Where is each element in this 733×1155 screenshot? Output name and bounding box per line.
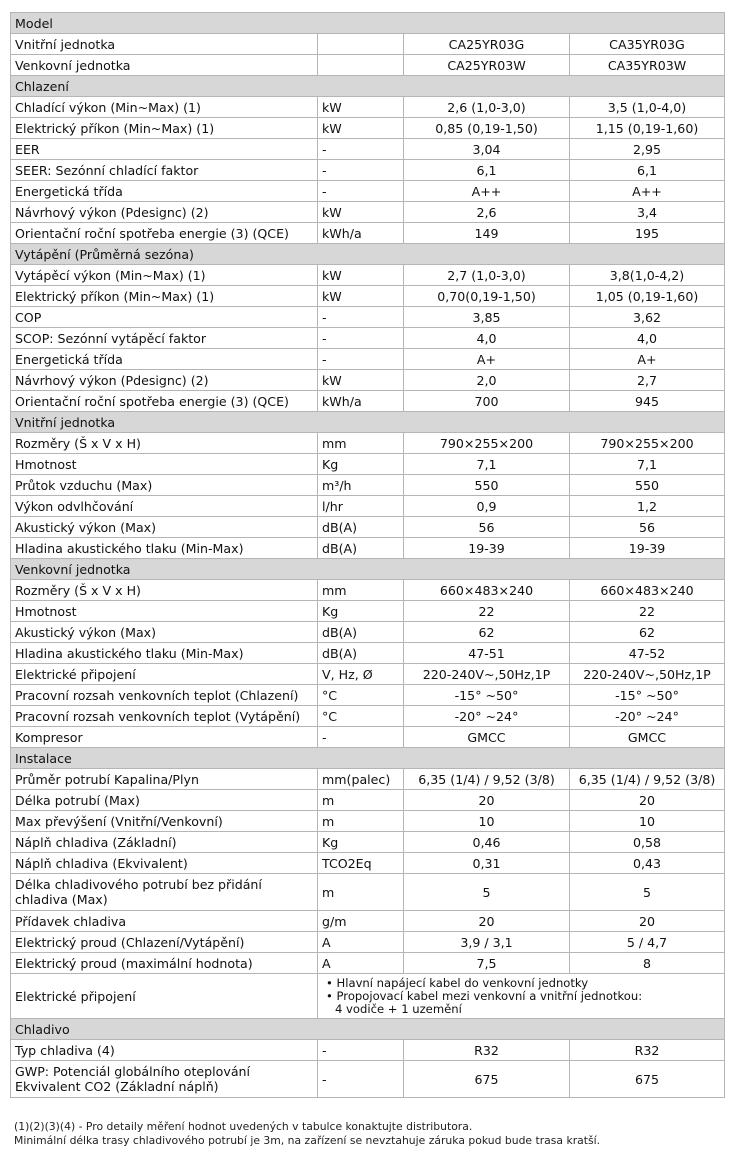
- value-model-1: 56: [404, 517, 570, 538]
- spec-label: Elektrický proud (Chlazení/Vytápění): [11, 932, 318, 953]
- spec-label: Energetická třída: [11, 349, 318, 370]
- spec-unit: g/m: [318, 911, 404, 932]
- value-model-1: 4,0: [404, 328, 570, 349]
- value-model-2: 47-52: [570, 643, 725, 664]
- spec-row: [11, 538, 725, 559]
- spec-label: Vnitřní jednotka: [11, 34, 318, 55]
- spec-unit: l/hr: [318, 496, 404, 517]
- spec-sheet: [10, 12, 724, 1098]
- spec-label: Rozměry (Š x V x H): [11, 580, 318, 601]
- value-model-2: CA35YR03G: [570, 34, 725, 55]
- spec-unit: °C: [318, 706, 404, 727]
- spec-row: [11, 181, 725, 202]
- spec-unit: Kg: [318, 454, 404, 475]
- spec-label: Energetická třída: [11, 181, 318, 202]
- value-model-1: 3,04: [404, 139, 570, 160]
- spec-unit: -: [318, 328, 404, 349]
- spec-label: EER: [11, 139, 318, 160]
- spec-row: [11, 1040, 725, 1061]
- spec-unit: A: [318, 932, 404, 953]
- value-model-2: 790×255×200: [570, 433, 725, 454]
- spec-label: Hmotnost: [11, 601, 318, 622]
- value-model-1: CA25YR03W: [404, 55, 570, 76]
- spec-row: [11, 853, 725, 874]
- spec-row: [11, 202, 725, 223]
- value-model-1: A++: [404, 181, 570, 202]
- value-model-1: GMCC: [404, 727, 570, 748]
- value-model-1: 6,1: [404, 160, 570, 181]
- value-model-2: 1,2: [570, 496, 725, 517]
- value-model-2: -15° ~50°: [570, 685, 725, 706]
- spec-row: [11, 286, 725, 307]
- spec-label: Pracovní rozsah venkovních teplot (Vytápění): [11, 706, 318, 727]
- spec-label: Elektrický příkon (Min~Max) (1): [11, 286, 318, 307]
- section-title: Chlazení: [11, 76, 725, 97]
- spec-row: [11, 517, 725, 538]
- spec-label: Pracovní rozsah venkovních teplot (Chlazení): [11, 685, 318, 706]
- spec-unit: -: [318, 1061, 404, 1098]
- value-model-1: 0,46: [404, 832, 570, 853]
- spec-label: Průměr potrubí Kapalina/Plyn: [11, 769, 318, 790]
- value-model-2: 6,35 (1/4) / 9,52 (3/8): [570, 769, 725, 790]
- section-title: Vnitřní jednotka: [11, 412, 725, 433]
- value-model-2: 20: [570, 911, 725, 932]
- spec-label: Chladící výkon (Min~Max) (1): [11, 97, 318, 118]
- value-model-1: 47-51: [404, 643, 570, 664]
- section-header: [11, 412, 725, 433]
- spec-label: Hmotnost: [11, 454, 318, 475]
- spec-unit: mm(palec): [318, 769, 404, 790]
- value-model-1: 2,6 (1,0-3,0): [404, 97, 570, 118]
- spec-label: Hladina akustického tlaku (Min-Max): [11, 538, 318, 559]
- section-header: [11, 244, 725, 265]
- spec-row: [11, 118, 725, 139]
- spec-label: SEER: Sezónní chladící faktor: [11, 160, 318, 181]
- spec-row: [11, 160, 725, 181]
- spec-row: [11, 1061, 725, 1098]
- spec-row: [11, 706, 725, 727]
- spec-unit: kW: [318, 286, 404, 307]
- spec-unit: m: [318, 811, 404, 832]
- section-header: [11, 559, 725, 580]
- spec-row: [11, 454, 725, 475]
- spec-label: Akustický výkon (Max): [11, 622, 318, 643]
- value-model-2: A+: [570, 349, 725, 370]
- spec-row: [11, 911, 725, 932]
- spec-row: [11, 932, 725, 953]
- spec-label: Orientační roční spotřeba energie (3) (QCE): [11, 223, 318, 244]
- spec-unit: -: [318, 307, 404, 328]
- value-model-2: 22: [570, 601, 725, 622]
- section-header: [11, 13, 725, 34]
- spec-row: [11, 307, 725, 328]
- spec-unit: kWh/a: [318, 223, 404, 244]
- spec-label: COP: [11, 307, 318, 328]
- value-model-1: 2,6: [404, 202, 570, 223]
- note-line-1: • Hlavní napájecí kabel do venkovní jednotky: [326, 975, 589, 990]
- value-model-2: 3,5 (1,0-4,0): [570, 97, 725, 118]
- value-model-1: 660×483×240: [404, 580, 570, 601]
- value-model-1: 62: [404, 622, 570, 643]
- value-model-2: 3,4: [570, 202, 725, 223]
- section-title: Venkovní jednotka: [11, 559, 725, 580]
- spec-label: Venkovní jednotka: [11, 55, 318, 76]
- spec-row: [11, 601, 725, 622]
- spec-unit: m: [318, 790, 404, 811]
- spec-row: [11, 769, 725, 790]
- spec-row: [11, 685, 725, 706]
- spec-row: [11, 475, 725, 496]
- spec-label: Elektrické připojení: [11, 664, 318, 685]
- value-model-1: 149: [404, 223, 570, 244]
- value-model-2: 4,0: [570, 328, 725, 349]
- spec-unit: TCO2Eq: [318, 853, 404, 874]
- spec-unit: -: [318, 349, 404, 370]
- value-model-2: 220-240V~,50Hz,1P: [570, 664, 725, 685]
- spec-label: Průtok vzduchu (Max): [11, 475, 318, 496]
- value-model-1: 0,70(0,19-1,50): [404, 286, 570, 307]
- spec-unit: V, Hz, Ø: [318, 664, 404, 685]
- spec-unit: dB(A): [318, 538, 404, 559]
- spec-label: Akustický výkon (Max): [11, 517, 318, 538]
- spec-table: [10, 12, 725, 1098]
- value-model-1: 790×255×200: [404, 433, 570, 454]
- value-model-1: 7,5: [404, 953, 570, 974]
- spec-label: Rozměry (Š x V x H): [11, 433, 318, 454]
- value-model-1: -20° ~24°: [404, 706, 570, 727]
- spec-row: [11, 328, 725, 349]
- spec-row: [11, 790, 725, 811]
- value-model-2: A++: [570, 181, 725, 202]
- value-model-2: R32: [570, 1040, 725, 1061]
- spec-label: Přídavek chladiva: [11, 911, 318, 932]
- value-model-1: 3,9 / 3,1: [404, 932, 570, 953]
- spec-label: Náplň chladiva (Ekvivalent): [11, 853, 318, 874]
- value-model-2: 56: [570, 517, 725, 538]
- value-model-2: 8: [570, 953, 725, 974]
- spec-unit: kW: [318, 202, 404, 223]
- value-model-1: 19-39: [404, 538, 570, 559]
- spec-row: [11, 727, 725, 748]
- spec-row-electric-connection: [11, 974, 725, 1019]
- spec-unit: m: [318, 874, 404, 911]
- spec-row: [11, 223, 725, 244]
- value-model-1: 20: [404, 790, 570, 811]
- footnotes: [14, 1120, 726, 1148]
- value-model-1: 0,9: [404, 496, 570, 517]
- spec-label: Výkon odvlhčování: [11, 496, 318, 517]
- spec-label: Návrhový výkon (Pdesignc) (2): [11, 370, 318, 391]
- value-model-2: -20° ~24°: [570, 706, 725, 727]
- value-model-1: CA25YR03G: [404, 34, 570, 55]
- spec-label: Elektrické připojení: [11, 974, 318, 1019]
- spec-label: Náplň chladiva (Základní): [11, 832, 318, 853]
- spec-row: [11, 139, 725, 160]
- value-model-1: -15° ~50°: [404, 685, 570, 706]
- value-model-1: 220-240V~,50Hz,1P: [404, 664, 570, 685]
- spec-unit: -: [318, 139, 404, 160]
- spec-row: [11, 496, 725, 517]
- value-model-1: 0,85 (0,19-1,50): [404, 118, 570, 139]
- spec-label: Hladina akustického tlaku (Min-Max): [11, 643, 318, 664]
- spec-row: [11, 349, 725, 370]
- spec-label: GWP: Potenciál globálního oteplování Ekvivalent CO2 (Základní náplň): [11, 1061, 318, 1098]
- spec-unit: -: [318, 727, 404, 748]
- value-model-2: 19-39: [570, 538, 725, 559]
- spec-row: [11, 811, 725, 832]
- spec-label: Kompresor: [11, 727, 318, 748]
- value-model-1: 0,31: [404, 853, 570, 874]
- section-header: [11, 748, 725, 769]
- spec-label: Návrhový výkon (Pdesignc) (2): [11, 202, 318, 223]
- value-model-1: 5: [404, 874, 570, 911]
- value-model-2: 62: [570, 622, 725, 643]
- value-model-2: CA35YR03W: [570, 55, 725, 76]
- value-model-2: 5 / 4,7: [570, 932, 725, 953]
- section-title: Vytápění (Průměrná sezóna): [11, 244, 725, 265]
- spec-row: [11, 643, 725, 664]
- value-model-1: 700: [404, 391, 570, 412]
- value-model-2: 3,62: [570, 307, 725, 328]
- value-model-2: 1,15 (0,19-1,60): [570, 118, 725, 139]
- value-model-1: 3,85: [404, 307, 570, 328]
- value-model-2: 0,58: [570, 832, 725, 853]
- spec-unit: [318, 34, 404, 55]
- value-model-2: 7,1: [570, 454, 725, 475]
- section-header: [11, 76, 725, 97]
- value-model-1: A+: [404, 349, 570, 370]
- spec-unit: -: [318, 1040, 404, 1061]
- value-model-2: 6,1: [570, 160, 725, 181]
- value-model-2: 2,95: [570, 139, 725, 160]
- spec-label: SCOP: Sezónní vytápěcí faktor: [11, 328, 318, 349]
- value-model-1: 10: [404, 811, 570, 832]
- spec-label: Elektrický příkon (Min~Max) (1): [11, 118, 318, 139]
- spec-unit: °C: [318, 685, 404, 706]
- spec-row: [11, 832, 725, 853]
- spec-row: [11, 874, 725, 911]
- value-model-1: 2,0: [404, 370, 570, 391]
- value-model-2: 20: [570, 790, 725, 811]
- spec-unit: kW: [318, 370, 404, 391]
- spec-row: [11, 391, 725, 412]
- value-model-2: 550: [570, 475, 725, 496]
- spec-unit: mm: [318, 433, 404, 454]
- value-model-2: 5: [570, 874, 725, 911]
- value-model-1: 20: [404, 911, 570, 932]
- section-title: Chladivo: [11, 1019, 725, 1040]
- spec-row: [11, 433, 725, 454]
- spec-row: [11, 34, 725, 55]
- spec-unit: Kg: [318, 832, 404, 853]
- spec-row: [11, 97, 725, 118]
- value-model-1: 6,35 (1/4) / 9,52 (3/8): [404, 769, 570, 790]
- value-model-2: 945: [570, 391, 725, 412]
- value-model-2: 660×483×240: [570, 580, 725, 601]
- electric-connection-notes: [318, 974, 725, 1019]
- spec-unit: dB(A): [318, 622, 404, 643]
- value-model-2: 2,7: [570, 370, 725, 391]
- spec-row: [11, 664, 725, 685]
- spec-unit: [318, 55, 404, 76]
- value-model-2: 675: [570, 1061, 725, 1098]
- section-title: Model: [11, 13, 725, 34]
- value-model-2: 0,43: [570, 853, 725, 874]
- section-title: Instalace: [11, 748, 725, 769]
- spec-unit: kW: [318, 97, 404, 118]
- note-line-2: • Propojovací kabel mezi venkovní a vnitřní jednotkou:: [326, 988, 643, 1003]
- spec-unit: kW: [318, 265, 404, 286]
- spec-unit: kW: [318, 118, 404, 139]
- spec-label: Délka chladivového potrubí bez přidání chladiva (Max): [11, 874, 318, 911]
- value-model-2: 195: [570, 223, 725, 244]
- spec-unit: A: [318, 953, 404, 974]
- value-model-1: 2,7 (1,0-3,0): [404, 265, 570, 286]
- spec-row: [11, 265, 725, 286]
- section-header: [11, 1019, 725, 1040]
- footnote-1: (1)(2)(3)(4) - Pro detaily měření hodnot uvedených v tabulce konaktujte distributora.: [14, 1120, 473, 1133]
- value-model-2: 1,05 (0,19-1,60): [570, 286, 725, 307]
- spec-unit: Kg: [318, 601, 404, 622]
- spec-unit: -: [318, 181, 404, 202]
- value-model-1: 22: [404, 601, 570, 622]
- spec-row: [11, 580, 725, 601]
- spec-label: Vytápěcí výkon (Min~Max) (1): [11, 265, 318, 286]
- footnote-2: Minimální délka trasy chladivového potrubí je 3m, na zařízení se nevztahuje záruka pokud bude trasa kratší.: [14, 1134, 601, 1147]
- value-model-1: 550: [404, 475, 570, 496]
- spec-label: Typ chladiva (4): [11, 1040, 318, 1061]
- spec-label: Elektrický proud (maximální hodnota): [11, 953, 318, 974]
- spec-row: [11, 622, 725, 643]
- spec-row: [11, 370, 725, 391]
- value-model-2: 10: [570, 811, 725, 832]
- spec-unit: kWh/a: [318, 391, 404, 412]
- spec-unit: mm: [318, 580, 404, 601]
- value-model-2: 3,8(1,0-4,2): [570, 265, 725, 286]
- value-model-1: 675: [404, 1061, 570, 1098]
- spec-label: Délka potrubí (Max): [11, 790, 318, 811]
- note-line-3: 4 vodiče + 1 uzemění: [335, 1001, 462, 1016]
- spec-unit: -: [318, 160, 404, 181]
- spec-unit: dB(A): [318, 643, 404, 664]
- spec-unit: m³/h: [318, 475, 404, 496]
- spec-label: Orientační roční spotřeba energie (3) (QCE): [11, 391, 318, 412]
- spec-unit: dB(A): [318, 517, 404, 538]
- value-model-2: GMCC: [570, 727, 725, 748]
- value-model-1: R32: [404, 1040, 570, 1061]
- spec-row: [11, 953, 725, 974]
- spec-row: [11, 55, 725, 76]
- value-model-1: 7,1: [404, 454, 570, 475]
- spec-label: Max převýšení (Vnitřní/Venkovní): [11, 811, 318, 832]
